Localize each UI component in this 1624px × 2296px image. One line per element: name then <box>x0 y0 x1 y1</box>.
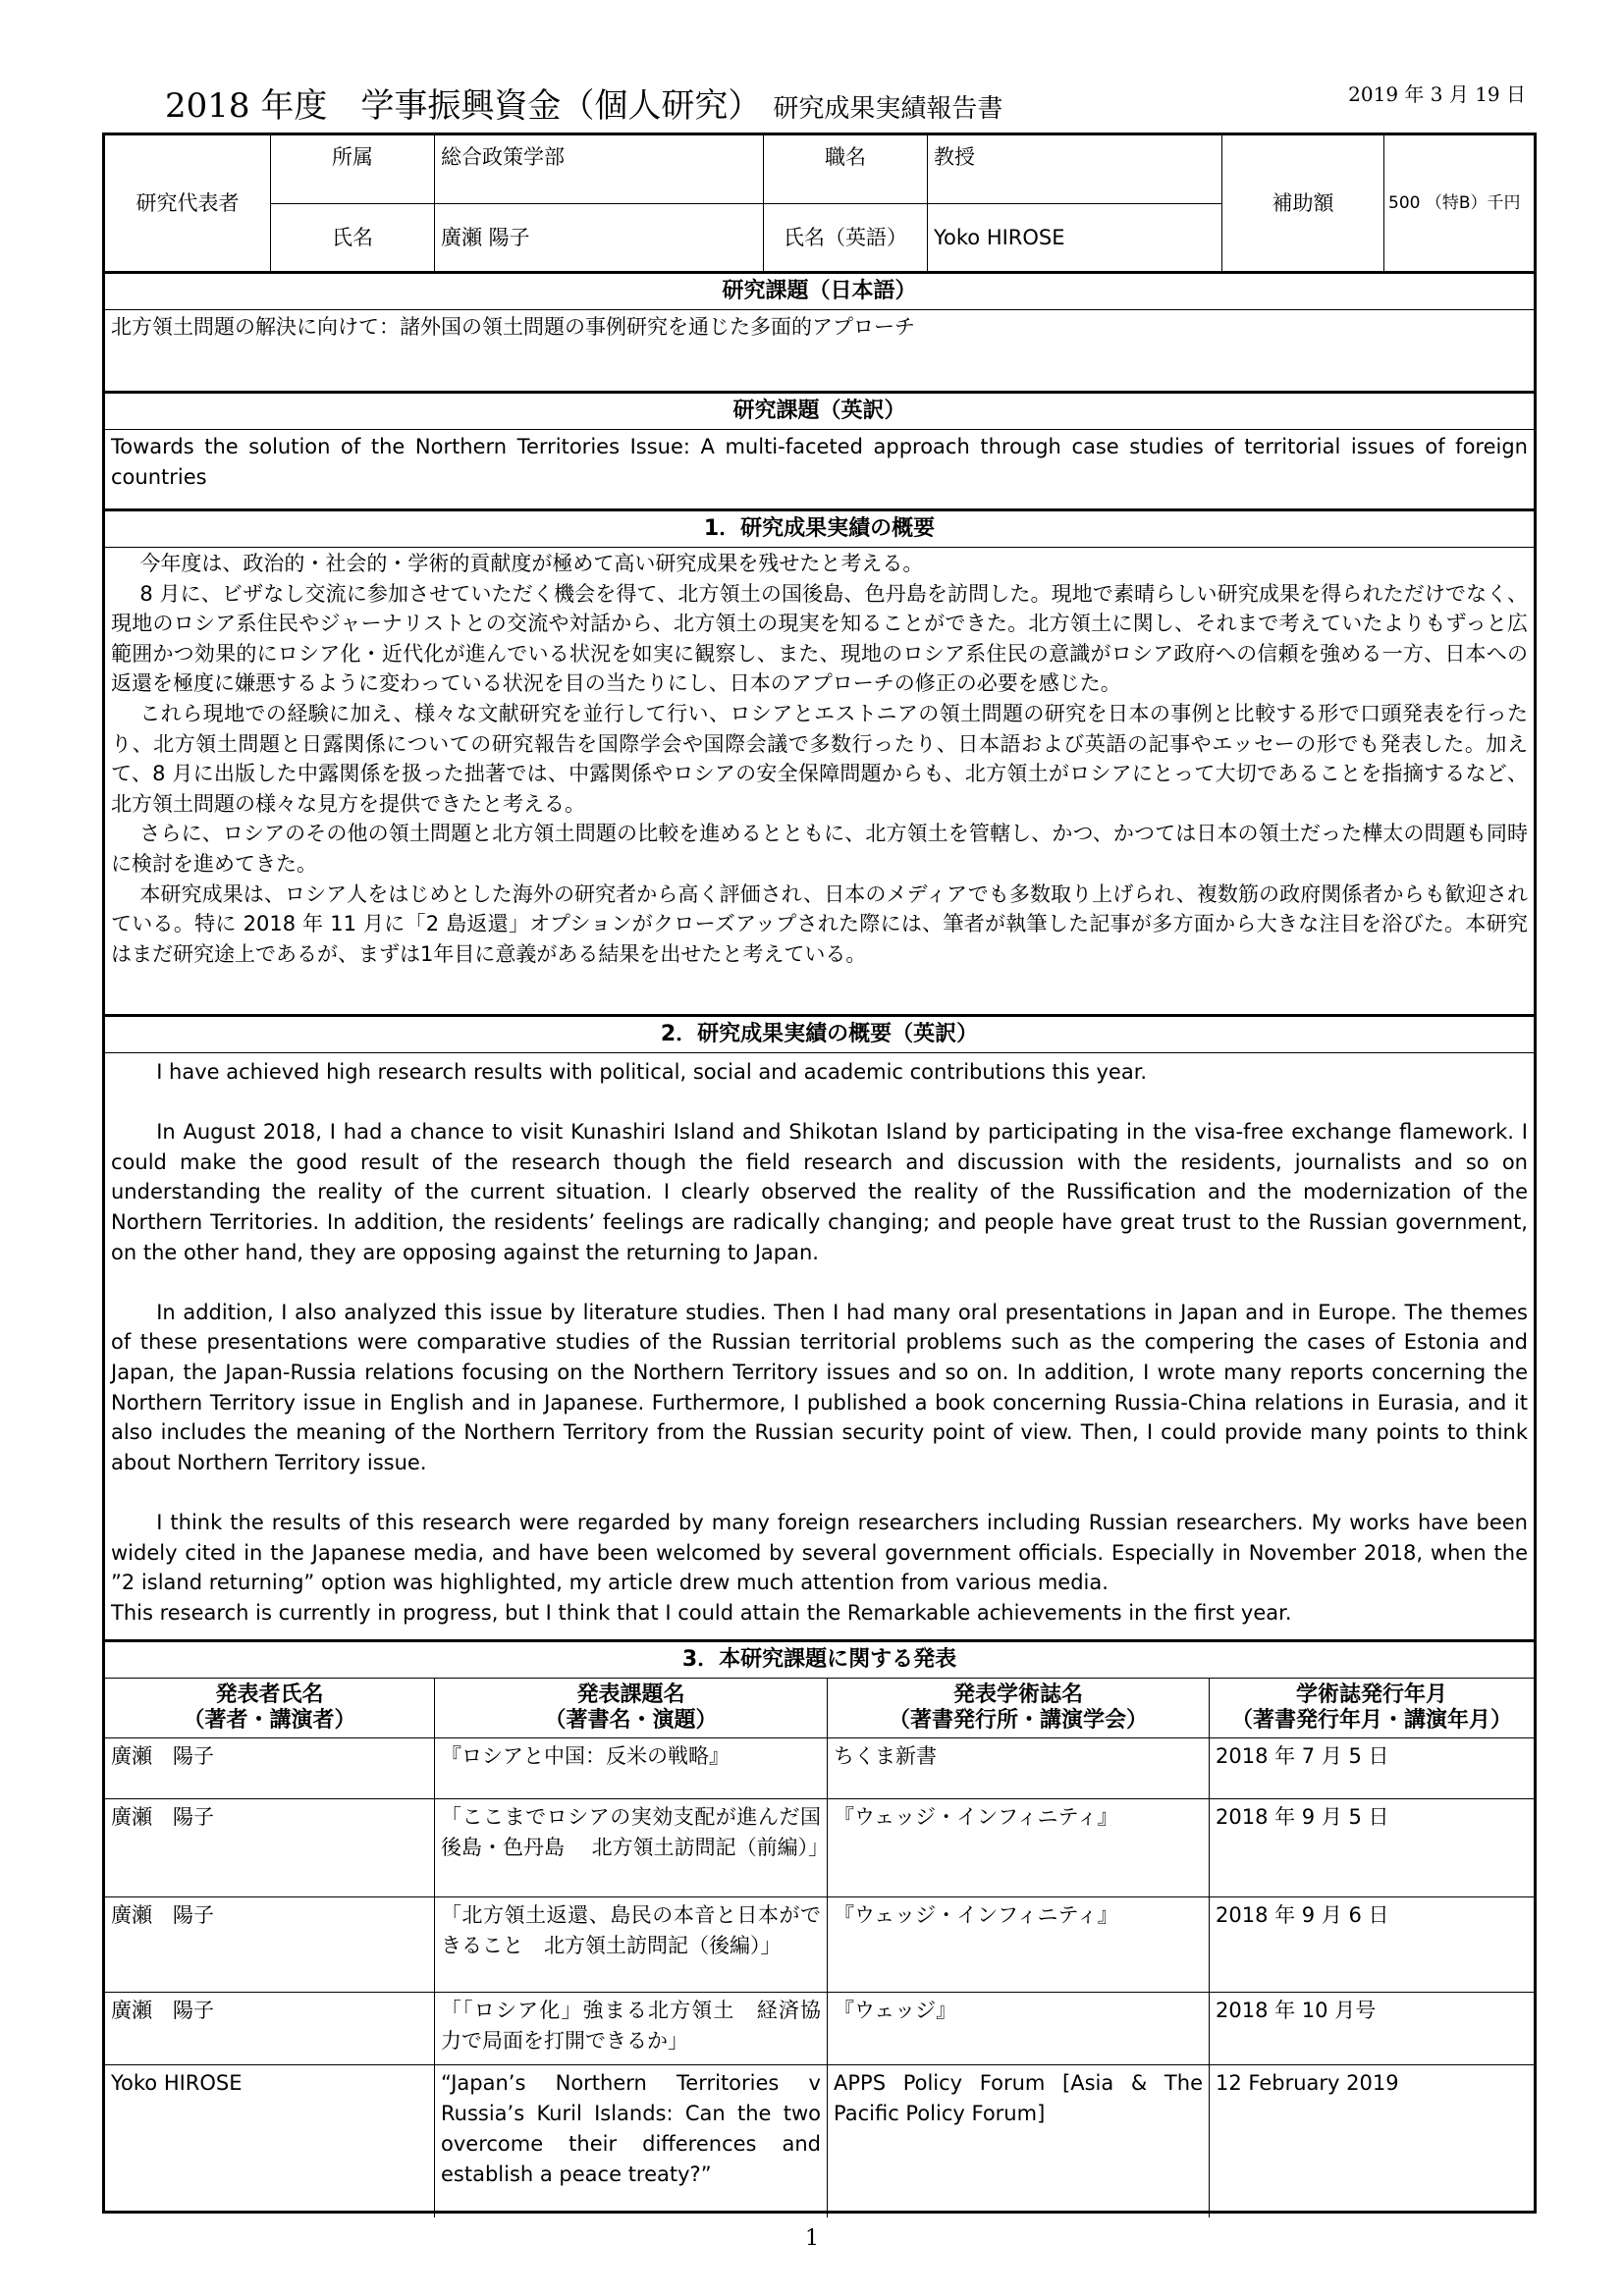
name-value: 廣瀬 陽子 <box>434 203 763 271</box>
table-row <box>105 2064 1534 2217</box>
summary-en-last-line: This research is currently in progress, but I think that I could attain the Remarkable achievements in the first year. <box>111 1600 1292 1625</box>
presentations-section <box>105 1639 1534 2219</box>
presentations-header-row <box>105 1679 1534 1737</box>
topic-jp-text: 北方領土問題の解決に向けて：諸外国の領土問題の事例研究を通じた多面的アプローチ <box>111 315 915 339</box>
topic-en-label: 研究課題（英訳） <box>105 394 1534 430</box>
grant-label: 補助額 <box>1221 135 1383 271</box>
author-cell: 廣瀬 陽子 <box>111 1805 214 1829</box>
summary-jp-para: 本研究成果は、ロシア人をはじめとした海外の研究者から高く評価され、日本のメディアでも多数取り上げられ、複数筋の政府関係者からも歓迎されている。特に 2018 年 11 月に「2 島返還」オプションがクローズアップされた際には、筆者が執筆した記事が多方面から大きな注目を浴びた。本研究はまだ研究途上であるが、まずは1年目に意義がある結果を出せたと考えている。 <box>111 881 1528 966</box>
summary-jp-label: 1．研究成果実績の概要 <box>105 511 1534 548</box>
title-cell: 「北方領土返還、島民の本音と日本ができること 北方領土訪問記（後編）」 <box>434 1897 827 1993</box>
author-cell: 廣瀬 陽子 <box>111 1744 214 1768</box>
title-cell: “Japan’s Northern Territories v Russia’s Kuril Islands: Can the two overcome their differences and establish a peace treaty?” <box>434 2065 827 2217</box>
table-row <box>105 1737 1534 1799</box>
venue-cell: 『ウェッジ・インフィニティ』 <box>827 1799 1209 1897</box>
summary-jp-para: これら現地での経験に加え、様々な文献研究を並行して行い、ロシアとエストニアの領土問題の研究を日本の事例と比較する形で口頭発表を行ったり、北方領土問題と日露関係についての研究報告を国際学会や国際会議で多数行ったり、日本語および英語の記事やエッセーの形でも発表した。加えて、8 月に出版した中露関係を扱った拙著では、中露関係やロシアの安全保障問題からも、北方領土がロシアにとって大切であることを指摘するなど、北方領土問題の様々な見方を提供できたと考える。 <box>111 701 1528 816</box>
table-row <box>105 1798 1534 1897</box>
topic-en-text: Towards the solution of the Northern Territories Issue: A multi-faceted approach through case studies of territorial issues of foreign countries <box>111 435 1528 489</box>
summary-en-para: I think the results of this research were regarded by many foreign researchers including Russian researchers. My works have been widely cited in the Japanese media, and have been welcomed by several government officials. Especially in November 2018, when the ”2 island returning” option was highlighted, my article drew much attention from various media. <box>111 1510 1528 1595</box>
grant-value: 500 （特B）千円 <box>1383 135 1534 271</box>
col-header-author: 発表者氏名 （著者・講演者） <box>183 1682 356 1733</box>
name-label: 氏名 <box>270 203 434 271</box>
affiliation-value: 総合政策学部 <box>434 135 763 203</box>
rep-label: 研究代表者 <box>135 191 240 215</box>
position-value: 教授 <box>927 135 1221 203</box>
summary-jp-para: 8 月に、ビザなし交流に参加させていただく機会を得て、北方領土の国後島、色丹島を訪問した。現地で素晴らしい研究成果を得られただけでなく、現地のロシア系住民やジャーナリストとの交流や対話から、北方領土の現実を知ることができた。北方領土に関し、それまで考えていたよりもずっと広範囲かつ効果的にロシア化・近代化が進んでいる状況を如実に観察し、また、現地のロシア系住民の意識がロシア政府への信頼を強める一方、日本への返還を極度に嫌悪するように変わっている状況を目の当たりにし、日本のアプローチの修正の必要を感じた。 <box>111 581 1528 696</box>
title-cell: 「「ロシア化」強まる北方領土 経済協力で局面を打開できるか」 <box>434 1993 827 2065</box>
summary-jp-para: さらに、ロシアのその他の領土問題と北方領土問題の比較を進めるとともに、北方領土を管轄し、かつ、かつては日本の領土だった樺太の問題も同時に検討を進めてきた。 <box>111 822 1528 876</box>
topic-jp-section <box>105 271 1534 394</box>
col-header-date: 学術誌発行年月 （著書発行年月・講演年月） <box>1209 1679 1534 1737</box>
page-number: 1 <box>805 2226 819 2251</box>
report-form <box>102 133 1537 2214</box>
venue-cell: APPS Policy Forum [Asia & The Pacific Policy Forum] <box>827 2065 1209 2217</box>
author-cell: 廣瀬 陽子 <box>111 1999 214 2022</box>
col-header-title: 発表課題名 （著書名・演題） <box>434 1679 827 1737</box>
name-en-label: 氏名（英語） <box>763 203 927 271</box>
venue-cell: ちくま新書 <box>827 1738 1209 1799</box>
author-cell: Yoko HIROSE <box>111 2071 243 2095</box>
date-cell: 12 February 2019 <box>1209 2065 1534 2217</box>
venue-cell: 『ウェッジ』 <box>827 1993 1209 2065</box>
report-date: 2019 年 3 月 19 日 <box>1348 82 1526 106</box>
venue-cell: 『ウェッジ・インフィニティ』 <box>827 1897 1209 1993</box>
date-cell: 2018 年 9 月 5 日 <box>1209 1799 1534 1897</box>
summary-en-para: I have achieved high research results with political, social and academic contributions this year. <box>156 1060 1148 1084</box>
table-row <box>105 1896 1534 1993</box>
date-cell: 2018 年 9 月 6 日 <box>1209 1897 1534 1993</box>
name-en-value: Yoko HIROSE <box>927 203 1221 271</box>
affiliation-label: 所属 <box>270 135 434 203</box>
date-cell: 2018 年 7 月 5 日 <box>1209 1738 1534 1799</box>
summary-jp-body <box>105 548 1534 969</box>
title-sub: 研究成果実績報告書 <box>773 94 1003 124</box>
summary-en-label: 2．研究成果実績の概要（英訳） <box>105 1017 1534 1053</box>
table-row <box>105 1992 1534 2065</box>
topic-en-section <box>105 391 1534 511</box>
title-main: 2018 年度 学事振興資金（個人研究） <box>165 86 762 126</box>
date-cell: 2018 年 10 月号 <box>1209 1993 1534 2065</box>
summary-jp-para: 今年度は、政治的・社会的・学術的貢献度が極めて高い研究成果を残せたと考える。 <box>139 552 924 575</box>
author-cell: 廣瀬 陽子 <box>111 1903 214 1927</box>
title-cell: 『ロシアと中国：反米の戦略』 <box>434 1738 827 1799</box>
summary-en-para: In August 2018, I had a chance to visit Kunashiri Island and Shikotan Island by participating in the visa-free exchange flamework. I could make the good result of the research though the field research and discussion with the residents, journalists and so on understanding the reality of the current situation. I clearly observed the reality of the Russification and the modernization of the Northern Territories. In addition, the residents’ feelings are radically changing; and people have great trust to the Russian government, on the other hand, they are opposing against the returning to Japan. <box>111 1120 1528 1264</box>
topic-jp-label: 研究課題（日本語） <box>105 274 1534 310</box>
col-header-venue: 発表学術誌名 （著書発行所・講演学会） <box>827 1679 1209 1737</box>
summary-en-body <box>105 1053 1534 1628</box>
info-block <box>105 135 1534 271</box>
summary-jp-section <box>105 508 1534 1017</box>
summary-en-para: In addition, I also analyzed this issue by literature studies. Then I had many oral presentations in Japan and in Europe. The themes of these presentations were comparative studies of the Russian territorial problems such as the compering the cases of Estonia and Japan, the Japan-Russia relations focusing on the Northern Territory issues and so on. In addition, I wrote many reports concerning the Northern Territory issue in English and in Japanese. Furthermore, I published a book concerning Russia-China relations in Eurasia, and it also includes the meaning of the Northern Territory from the Russian security point of view. Then, I could provide many points to think about Northern Territory issue. <box>111 1300 1528 1474</box>
position-label: 職名 <box>763 135 927 203</box>
summary-en-section <box>105 1014 1534 1642</box>
page-title <box>165 79 1002 127</box>
presentations-label: 3．本研究課題に関する発表 <box>105 1642 1534 1679</box>
title-cell: 「ここまでロシアの実効支配が進んだ国後島・色丹島 北方領土訪問記（前編）」 <box>434 1799 827 1897</box>
